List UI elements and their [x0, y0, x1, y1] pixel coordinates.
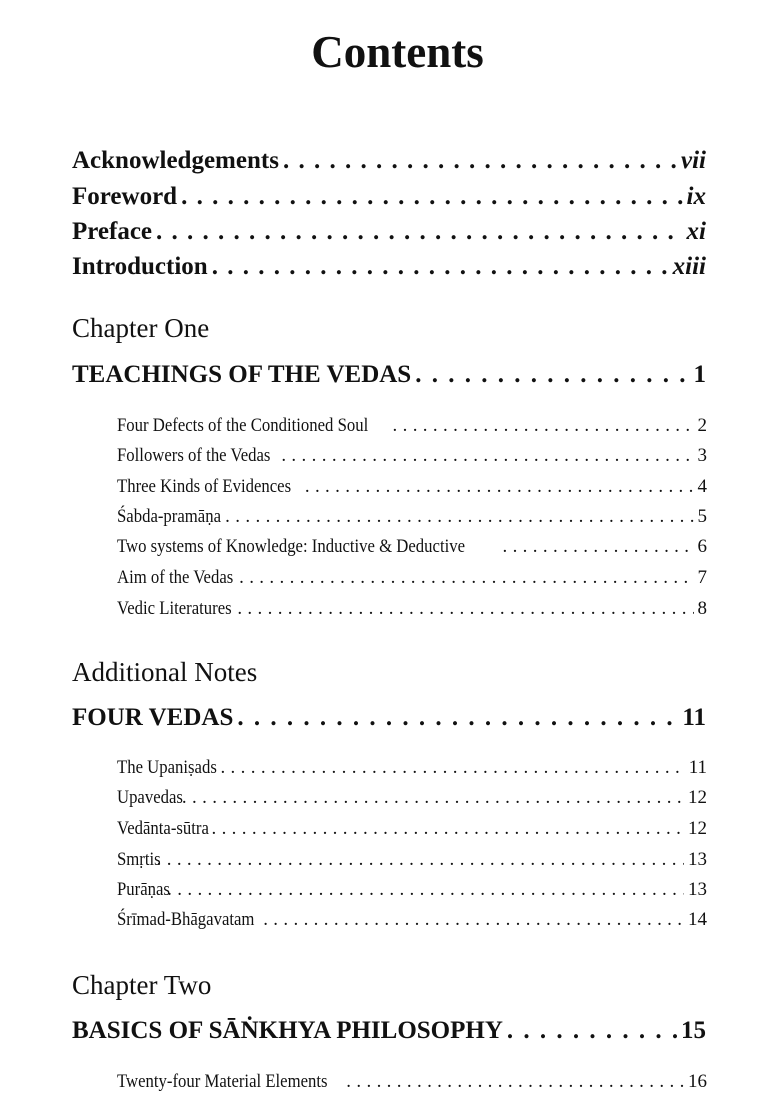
entry-label: Purāṇas: [117, 879, 170, 900]
front-matter-entry[interactable]: [72, 147, 706, 175]
entry-label: Vedānta-sūtra: [117, 818, 209, 839]
entry-page-number: 13: [688, 849, 707, 870]
entry-label: Followers of the Vedas: [117, 445, 271, 466]
entry-label: Introduction: [72, 253, 208, 280]
entry-label: Smṛtis: [117, 849, 161, 870]
entry-page-number: 12: [688, 818, 707, 839]
dot-leader: [182, 787, 684, 809]
entry-page-number: 2: [697, 415, 707, 436]
dot-leader: [237, 598, 693, 620]
entry-label: Acknowledgements: [72, 147, 279, 174]
chapter-heading-entry[interactable]: [72, 1017, 706, 1045]
subsection-entry[interactable]: [117, 909, 707, 931]
front-matter-entry[interactable]: [72, 253, 706, 281]
entry-label: Śabda-pramāṇa: [117, 506, 221, 527]
chapter-page-number: 11: [682, 704, 706, 731]
section-kicker: Chapter One: [72, 313, 210, 343]
dot-leader: [507, 1017, 677, 1045]
chapter-heading-entry[interactable]: [72, 704, 706, 732]
entry-page-number: 4: [697, 476, 707, 497]
entry-page-number: xiii: [672, 253, 706, 280]
subsection-entry[interactable]: [117, 536, 707, 558]
subsection-entry[interactable]: [117, 757, 707, 779]
chapter-heading: BASICS OF SĀṄKHYA PHILOSOPHY: [72, 1017, 503, 1044]
dot-leader: [239, 567, 693, 589]
subsection-entry[interactable]: [117, 476, 707, 498]
entry-page-number: xi: [686, 218, 706, 245]
dot-leader: [167, 879, 684, 901]
dot-leader: [211, 818, 684, 840]
chapter-heading: FOUR VEDAS: [72, 704, 234, 731]
dot-leader: [157, 849, 684, 871]
entry-page-number: 3: [697, 445, 707, 466]
entry-page-number: 8: [697, 598, 707, 619]
subsection-entry[interactable]: [117, 818, 707, 840]
entry-label: Twenty-four Material Elements: [117, 1071, 328, 1092]
dot-leader: [393, 415, 694, 437]
dot-leader: [212, 253, 669, 281]
section-kicker: Additional Notes: [72, 657, 258, 687]
dot-leader: [502, 536, 693, 558]
entry-page-number: 7: [697, 567, 707, 588]
entry-label: Foreword: [72, 183, 178, 210]
dot-leader: [225, 506, 693, 528]
dot-leader: [305, 476, 694, 498]
entry-page-number: 11: [688, 757, 707, 778]
dot-leader: [281, 445, 693, 467]
page-title: Contents: [311, 27, 484, 77]
section-kicker: Chapter Two: [72, 970, 212, 1000]
entry-page-number: 5: [697, 506, 707, 527]
subsection-entry[interactable]: [117, 506, 707, 528]
entry-label: Four Defects of the Conditioned Soul: [117, 415, 369, 436]
entry-label: Upavedas: [117, 787, 183, 808]
entry-page-number: 14: [688, 909, 707, 930]
chapter-heading-entry[interactable]: [72, 361, 706, 389]
entry-page-number: 6: [697, 536, 707, 557]
entry-label: The Upaniṣads: [117, 757, 217, 778]
dot-leader: [156, 218, 683, 246]
chapter-heading: TEACHINGS OF THE VEDAS: [72, 361, 412, 388]
entry-page-number: 13: [688, 879, 707, 900]
subsection-entry[interactable]: [117, 787, 707, 809]
subsection-entry[interactable]: [117, 598, 707, 620]
dot-leader: [283, 147, 677, 175]
entry-label: Śrīmad-Bhāgavatam: [117, 909, 255, 930]
chapter-page-number: 1: [693, 361, 706, 388]
entry-label: Aim of the Vedas: [117, 567, 234, 588]
entry-label: Vedic Literatures: [117, 598, 232, 619]
entry-page-number: 16: [688, 1071, 707, 1092]
dot-leader: [263, 909, 684, 931]
entry-page-number: ix: [686, 183, 706, 210]
front-matter-entry[interactable]: [72, 183, 706, 211]
front-matter-entry[interactable]: [72, 218, 706, 246]
subsection-entry[interactable]: [117, 879, 707, 901]
entry-label: Three Kinds of Evidences: [117, 476, 292, 497]
entry-label: Two systems of Knowledge: Inductive & Deductive: [117, 536, 466, 557]
subsection-entry[interactable]: [117, 567, 707, 589]
dot-leader: [346, 1071, 684, 1093]
entry-label: Preface: [72, 218, 153, 245]
dot-leader: [237, 704, 678, 732]
entry-page-number: vii: [681, 147, 706, 174]
subsection-entry[interactable]: [117, 1071, 707, 1093]
dot-leader: [181, 183, 682, 211]
dot-leader: [220, 757, 684, 779]
subsection-entry[interactable]: [117, 445, 707, 467]
dot-leader: [415, 361, 689, 389]
subsection-entry[interactable]: [117, 849, 707, 871]
subsection-entry[interactable]: [117, 415, 707, 437]
chapter-page-number: 15: [681, 1017, 706, 1044]
entry-page-number: 12: [688, 787, 707, 808]
